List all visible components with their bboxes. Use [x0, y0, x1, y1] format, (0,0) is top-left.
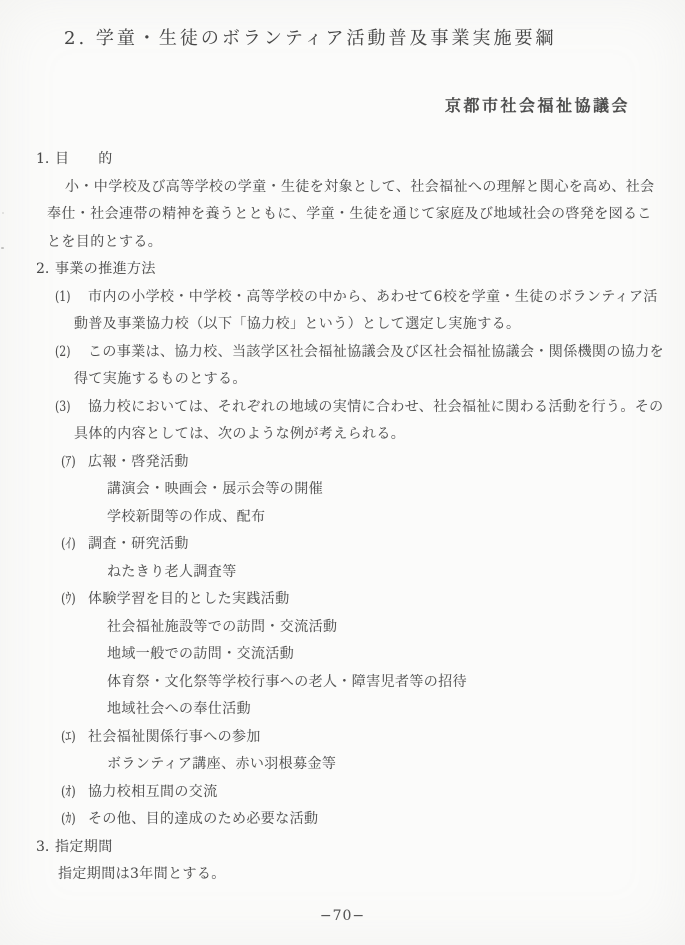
sub-item-e-text: 社会福祉関係行事への参加: [88, 728, 261, 745]
section-1-heading: [0, 146, 685, 174]
example-line: 地域社会への奉仕活動: [107, 701, 251, 717]
scan-speck: [1, 247, 4, 249]
sub-item-o-text: 協力校相互間の交流: [88, 783, 218, 800]
list-item-3-marker: (3): [55, 398, 71, 415]
sub-item-i: [61, 531, 685, 559]
list-item-2-text: この事業は、協力校、当該学区社会福祉協議会及び区社会福祉協議会・関係機関の協力を得て実施するものとする。: [74, 343, 664, 387]
example-line: ねたきり老人調査等: [107, 563, 237, 580]
sub-item-a-text: 広報・啓発活動: [88, 453, 189, 470]
sub-item-a: [61, 449, 685, 477]
list-item-1-marker: (1): [55, 288, 71, 305]
sub-item-e-marker: (ｴ): [61, 728, 76, 745]
example-line: 講演会・映画会・展示会等の開催: [107, 481, 323, 497]
page-number: −70−: [319, 908, 366, 924]
sub-item-o-marker: (ｵ): [61, 783, 76, 800]
document-body: [0, 146, 685, 889]
section-3-heading: [0, 834, 685, 862]
section-3-paragraph: 指定期間は3年間とする。: [58, 866, 226, 882]
sub-item-a-marker: (ｱ): [61, 453, 76, 470]
sub-item-i-text: 調査・研究活動: [88, 536, 189, 552]
sub-item-u-text: 体験学習を目的とした実践活動: [88, 591, 290, 607]
section-1-number: 1.: [36, 151, 50, 167]
sub-item-ka-marker: (ｶ): [61, 811, 76, 827]
organization-name: 京都市社会福祉協議会: [444, 96, 630, 115]
section-1-heading-text: 目 的: [55, 151, 113, 167]
section-3-heading-text: 指定期間: [55, 838, 113, 855]
list-item-3-text: 協力校においては、それぞれの地域の実情に合わせ、社会福祉に関わる活動を行う。その具体的内容としては、次のような例が考えられる。: [74, 398, 664, 442]
section-2-heading-text: 事業の推進方法: [55, 261, 156, 277]
section-3-number: 3.: [36, 838, 50, 855]
example-line: 地域一般での訪問・交流活動: [107, 646, 295, 662]
sub-item-o: [61, 779, 685, 807]
list-item-1-text: 市内の小学校・中学校・高等学校の中から、あわせて6校を学童・生徒のボランティア活動普及事業協力校（以下「協力校」という）として選定し実施する。: [74, 288, 658, 332]
section-2-number: 2.: [36, 261, 50, 277]
example-line: 学校新聞等の作成、配布: [107, 508, 266, 525]
sub-item-i-marker: (ｲ): [61, 536, 76, 552]
scan-speck: [2, 212, 4, 214]
document-title: 2. 学童・生徒のボランティア活動普及事業実施要綱: [64, 28, 557, 49]
list-item-3: [55, 394, 665, 449]
example-line: 社会福祉施設等での訪問・交流活動: [107, 618, 338, 635]
list-item-2-marker: (2): [55, 343, 71, 360]
example-line: 体育祭・文化祭等学校行事への老人・障害児者等の招待: [107, 673, 467, 690]
sub-item-ka: [61, 806, 685, 834]
sub-item-ka-text: その他、目的達成のため必要な活動: [88, 811, 319, 827]
sub-item-u-marker: (ｳ): [61, 591, 76, 607]
list-item-2: [55, 339, 665, 394]
sub-item-u: [61, 586, 685, 614]
section-2-heading: [0, 256, 685, 284]
list-item-1: [55, 284, 665, 339]
sub-item-e: [61, 724, 685, 752]
section-1-paragraph: 小・中学校及び高等学校の学童・生徒を対象として、社会福祉への理解と関心を高め、社会奉仕・社会連帯の精神を養うとともに、学童・生徒を通じて家庭及び地域社会の啓発を図ることを目的とする。: [47, 178, 655, 250]
example-line: ボランティア講座、赤い羽根募金等: [107, 756, 337, 772]
